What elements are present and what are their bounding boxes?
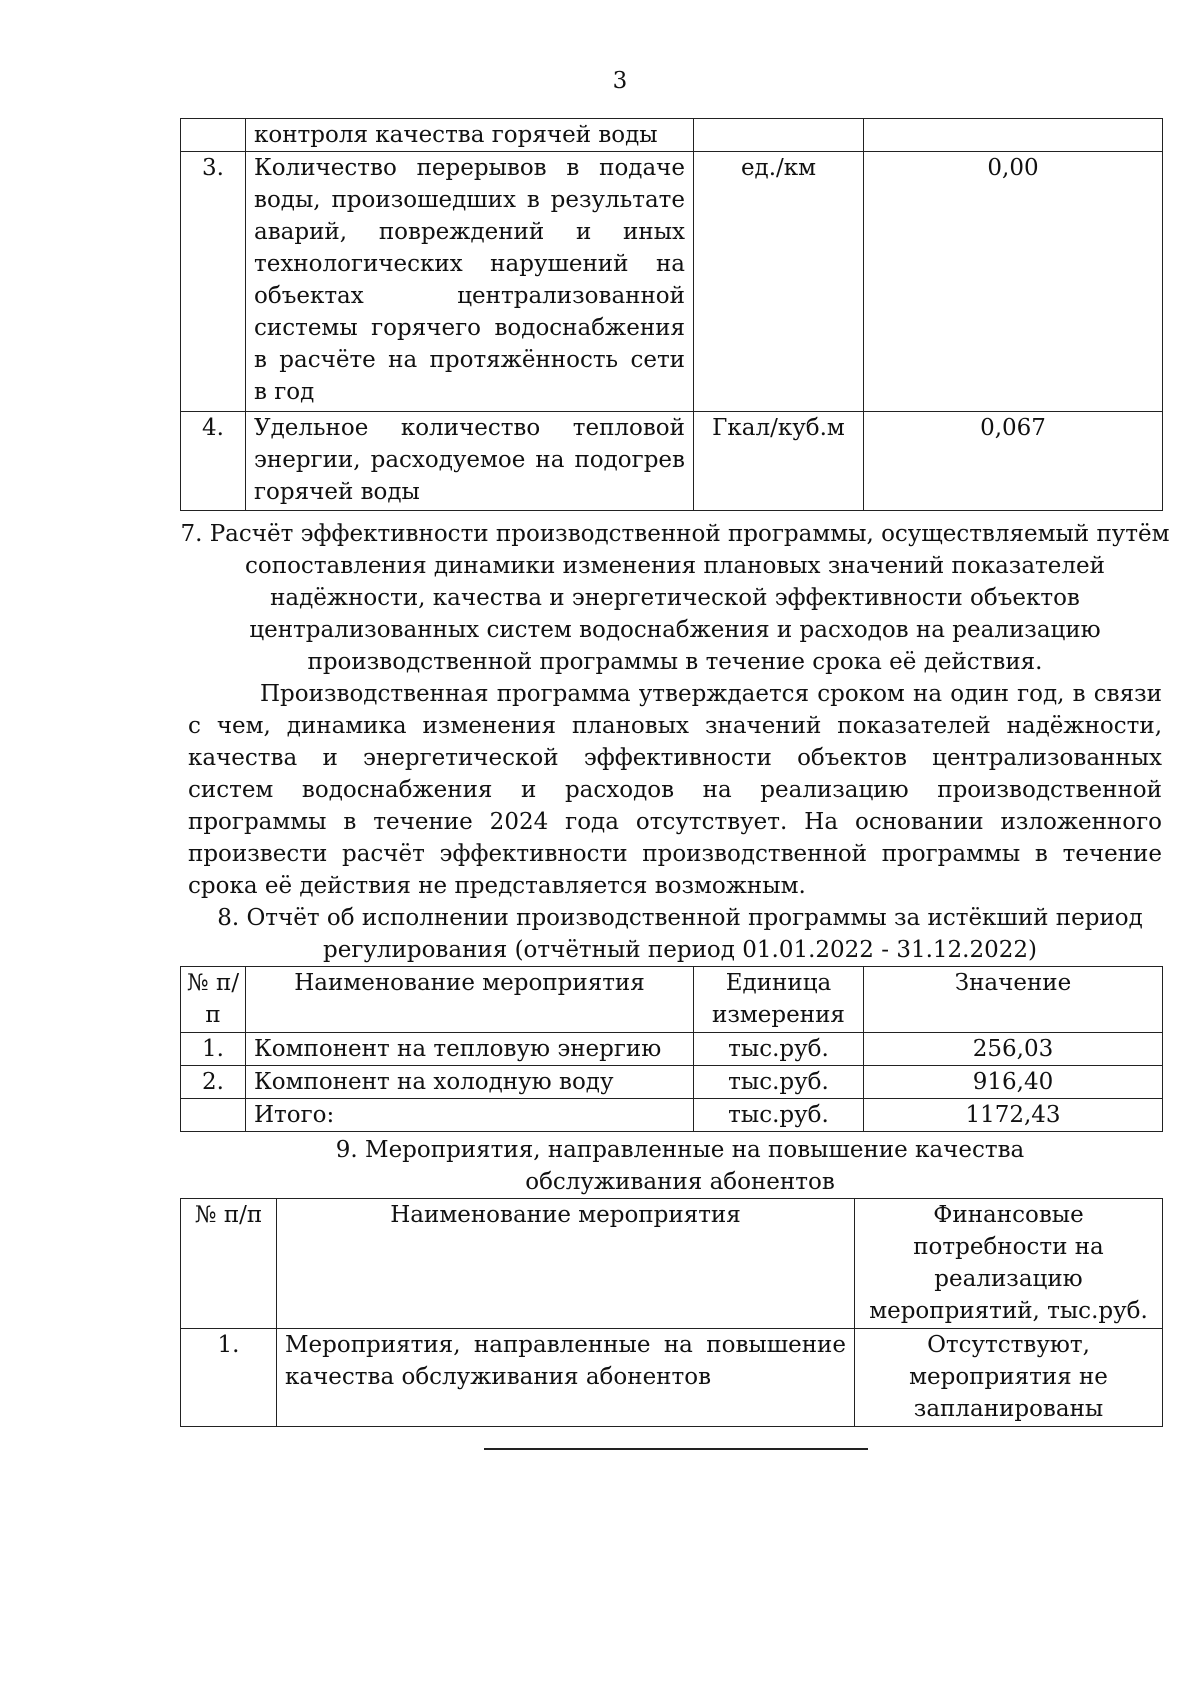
indicator-name: Удельное количество тепловой энергии, расходуемое на подогрев горячей воды	[246, 412, 694, 511]
indicator-value	[864, 119, 1163, 152]
table-row	[181, 119, 1163, 152]
indicator-value: 0,067	[864, 412, 1163, 511]
table-row	[181, 412, 1163, 511]
indicators-table	[180, 118, 1163, 511]
table-row	[181, 1329, 1163, 1427]
row-number	[181, 1099, 246, 1132]
row-value: 916,40	[864, 1066, 1163, 1099]
indicator-value: 0,00	[864, 152, 1163, 412]
table-header-row	[181, 1199, 1163, 1329]
row-name: Компонент на холодную воду	[246, 1066, 694, 1099]
header-name: Наименование мероприятия	[246, 967, 694, 1033]
header-value: Значение	[864, 967, 1163, 1033]
row-number: 2.	[181, 1066, 246, 1099]
table-row	[181, 1033, 1163, 1066]
row-number: 1.	[181, 1329, 277, 1427]
table-row	[181, 1066, 1163, 1099]
header-unit: Единица измерения	[694, 967, 864, 1033]
section9-heading: 9. Мероприятия, направленные на повышение качества обслуживания абонентов	[335, 1137, 1025, 1195]
row-name: Итого:	[246, 1099, 694, 1132]
report-table	[180, 966, 1163, 1132]
row-finance: Отсутствуют, мероприятия не запланированы	[855, 1329, 1163, 1427]
indicator-unit: ед./км	[694, 152, 864, 412]
indicator-unit: Гкал/куб.м	[694, 412, 864, 511]
row-number: 3.	[181, 152, 246, 412]
end-divider	[484, 1448, 868, 1450]
indicator-unit	[694, 119, 864, 152]
header-finance: Финансовые потребности на реализацию мероприятий, тыс.руб.	[855, 1199, 1163, 1329]
table-header-row	[181, 967, 1163, 1033]
table-row-total	[181, 1099, 1163, 1132]
table-row	[181, 152, 1163, 412]
header-number: № п/п	[181, 967, 246, 1033]
row-value: 256,03	[864, 1033, 1163, 1066]
page-number: 3	[612, 68, 628, 94]
row-unit: тыс.руб.	[694, 1066, 864, 1099]
row-name: Компонент на тепловую энергию	[246, 1033, 694, 1066]
section7-paragraph: Производственная программа утверждается сроком на один год, в связи с чем, динамика изменения плановых значений показателей надёжности, качества и энергетической эффективности объектов централизованных систем водоснабжения и расходов на реализацию производственной программы в течение 2024 года отсутствует. На основании изложенного произвести расчёт эффективности производственной программы в течение срока её действия не представляется возможным.	[188, 681, 1162, 899]
row-unit: тыс.руб.	[694, 1033, 864, 1066]
section8-heading: 8. Отчёт об исполнении производственной программы за истёкший период регулирования (отчётный период 01.01.2022 - 31.12.2022)	[217, 905, 1143, 963]
indicator-name: контроля качества горячей воды	[246, 119, 694, 152]
row-number	[181, 119, 246, 152]
row-value: 1172,43	[864, 1099, 1163, 1132]
indicator-name: Количество перерывов в подаче воды, произошедших в результате аварий, повреждений и иных технологических нарушений на объектах централизованной системы горячего водоснабжения в расчёте на протяжённость сети в год	[246, 152, 694, 412]
row-name: Мероприятия, направленные на повышение качества обслуживания абонентов	[277, 1329, 855, 1427]
measures-table	[180, 1198, 1163, 1427]
header-number: № п/п	[181, 1199, 277, 1329]
row-number: 1.	[181, 1033, 246, 1066]
row-number: 4.	[181, 412, 246, 511]
header-name: Наименование мероприятия	[277, 1199, 855, 1329]
row-unit: тыс.руб.	[694, 1099, 864, 1132]
section7-heading: 7. Расчёт эффективности производственной программы, осуществляемый путём сопоставления динамики изменения плановых значений показателей надёжности, качества и энергетической эффективности объектов централизованных систем водоснабжения и расходов на реализацию производственной программы в течение срока её действия.	[180, 521, 1170, 675]
